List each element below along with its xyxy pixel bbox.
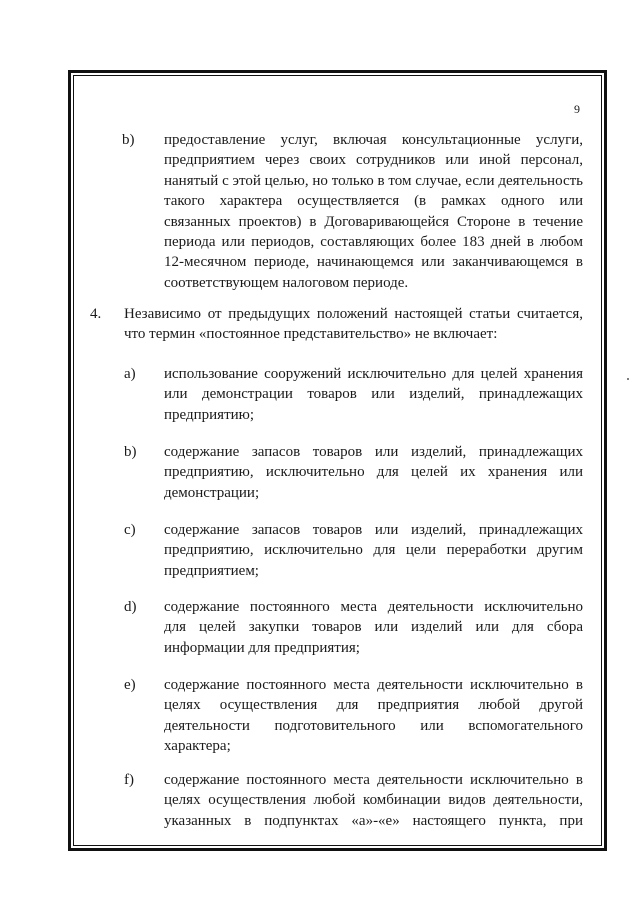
item-text [164, 364, 583, 425]
item-text [164, 597, 583, 658]
item-marker: c) [124, 522, 136, 538]
text-line: содержание запасов товаров или изделий, принадлежащих [164, 522, 583, 538]
text-line: характера; [164, 738, 231, 755]
text-line: такого характера осуществляется (в рамках одного или [164, 193, 583, 210]
text-line: предоставление услуг, включая консультационные услуги, [164, 132, 583, 148]
item-marker: a) [124, 366, 136, 382]
text-line: периода или периодов, составляющих более 183 дней в любом [164, 233, 583, 250]
text-line: предприятию, исключительно для цели переработки другим [164, 542, 583, 559]
item-marker: b) [122, 132, 135, 148]
text-line: нанятый с этой целью, но только в том случае, если деятельность [164, 172, 583, 189]
text-line: использование сооружений исключительно для целей хранения [164, 366, 583, 382]
item-text [164, 130, 583, 293]
text-line: предприятию, исключительно для целей их хранения или [164, 464, 583, 481]
text-line: связанных проектов) в Договаривающейся Стороне в течение [164, 213, 583, 230]
text-line: или демонстрации товаров или изделий, принадлежащих [164, 386, 583, 403]
item-text [164, 442, 583, 503]
text-line: содержание постоянного места деятельности исключительно в [164, 772, 583, 788]
text-line: предприятием; [164, 562, 259, 579]
item-marker: e) [124, 677, 136, 693]
text-line: целях осуществления для предприятия любой другой [164, 697, 583, 714]
text-line: содержание запасов товаров или изделий, принадлежащих [164, 444, 583, 460]
text-line: деятельности подготовительного или вспомогательного [164, 717, 583, 734]
text-line: Независимо от предыдущих положений настоящей статьи считается, [124, 306, 583, 322]
text-line: указанных в подпунктах «а»-«е» настоящего пункта, при [164, 812, 583, 829]
text-line: содержание постоянного места деятельности исключительно [164, 599, 583, 615]
item-marker: f) [124, 772, 134, 788]
text-line: 12-месячном периоде, начинающемся или заканчивающемся в [164, 254, 583, 271]
item-text [164, 520, 583, 581]
text-line: содержание постоянного места деятельности исключительно в [164, 677, 583, 693]
page-number: 9 [574, 102, 580, 116]
text-line: предприятию; [164, 406, 255, 423]
item-marker: 4. [90, 306, 102, 322]
text-line: демонстрации; [164, 484, 260, 501]
text-line: информации для предприятия; [164, 639, 360, 656]
item-text [124, 304, 583, 345]
item-marker: b) [124, 444, 137, 460]
text-line: что термин «постоянное представительство» не включает: [124, 326, 498, 343]
text-line: целях осуществления любой комбинации видов деятельности, [164, 792, 583, 809]
text-line: для целей закупки товаров или изделий или для сбора [164, 619, 583, 636]
text-line: соответствующем налоговом периоде. [164, 274, 409, 291]
text-line: предприятием через своих сотрудников или иной персонал, [164, 152, 583, 169]
scan-speck [627, 378, 629, 380]
item-text [164, 675, 583, 757]
item-marker: d) [124, 599, 137, 615]
item-text [164, 770, 583, 831]
